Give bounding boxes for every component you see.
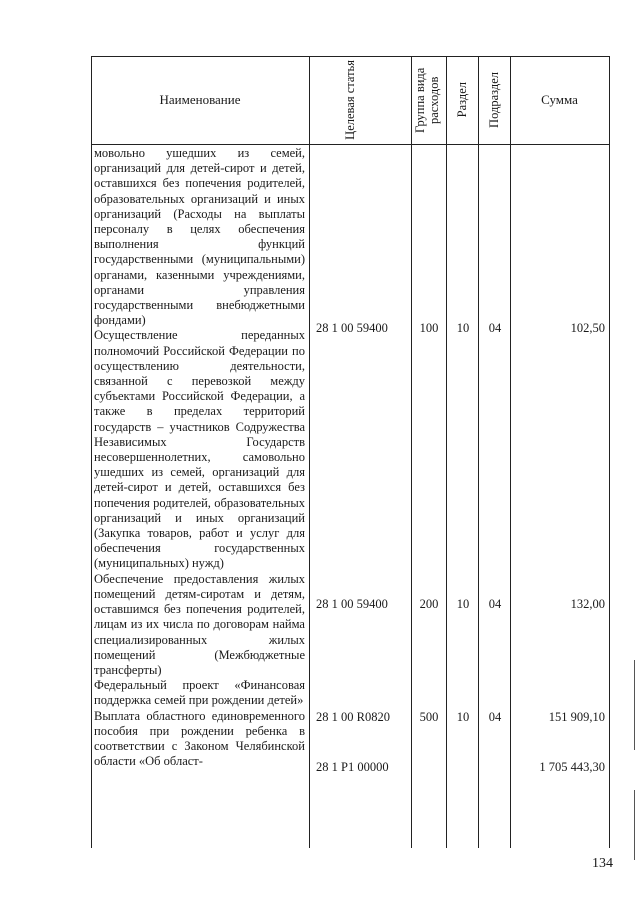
- row-code: 28 1 00 59400: [316, 597, 388, 611]
- scan-edge-mark: [634, 790, 635, 860]
- row-name: Обеспечение предоставления жилых помещений детям-сиротам и детям, оставшимся без попечения родителей, лицам из их числа по договорам найма специализированных жилых помещений (Межбюджетные трансферты): [94, 571, 305, 677]
- grid-line: [91, 144, 610, 145]
- row-section: 10: [456, 710, 470, 724]
- grid-line: [446, 56, 447, 848]
- row-subsection: 04: [488, 321, 502, 335]
- header-sum: [510, 56, 609, 144]
- scan-edge-mark: [634, 660, 635, 750]
- grid-line: [478, 56, 479, 848]
- row-group: 500: [419, 710, 439, 724]
- row-sum: 151 909,10: [548, 710, 605, 724]
- grid-line: [411, 56, 412, 848]
- row-code: 28 1 00 R0820: [316, 710, 390, 724]
- table-row: [91, 596, 610, 612]
- page-number: 134: [592, 856, 613, 871]
- row-sum: 102,50: [570, 321, 605, 335]
- table-row: [91, 320, 610, 336]
- row-subsection: 04: [488, 597, 502, 611]
- row-name: Выплата областного единовременного пособия при рождении ребенка в соответствии с Законом Челябинской области «Об област-: [94, 708, 305, 769]
- row-section: 10: [456, 597, 470, 611]
- header-sum-label: Сумма: [541, 92, 578, 107]
- budget-table: [91, 56, 610, 848]
- header-group-label: Группа вида расходов: [412, 67, 441, 133]
- header-subsection: [478, 56, 510, 144]
- row-group: 100: [419, 321, 439, 335]
- row-code: 28 1 P1 00000: [316, 760, 389, 774]
- row-name: Осуществление переданных полномочий Российской Федерации по осуществлению деятельности, связанной с перевозкой между субъектами Российской Федерации, а также в пределах территорий государств – участников Содружества Независимых Государств несовершеннолетних, самовольно ушедших из семей, организаций для детей-сирот и детей, оставшихся без попечения родителей, образовательных организаций и иных организаций (Закупка товаров, работ и услуг для обеспечения государственных (муниципальных) нужд): [94, 328, 305, 571]
- row-sum: 132,00: [570, 597, 605, 611]
- row-subsection: 04: [488, 710, 502, 724]
- header-group: [411, 56, 446, 144]
- row-group: 200: [419, 597, 439, 611]
- grid-line: [609, 56, 610, 848]
- grid-line: [91, 56, 92, 848]
- header-name: [91, 56, 309, 144]
- row-sum: 1 705 443,30: [539, 760, 605, 774]
- header-subsection-label: Подраздел: [487, 72, 501, 128]
- row-code: 28 1 00 59400: [316, 321, 388, 335]
- table-row: [91, 759, 610, 775]
- header-target: [309, 56, 411, 144]
- grid-line: [309, 56, 310, 848]
- row-name: мовольно ушедших из семей, организаций для детей-сирот и детей, оставшихся без попечения родителей, образовательных организаций и иных организаций (Расходы на выплаты персоналу в целях обеспечения выполнения функций государственными (муниципальными) органами, казенными учреждениями, органами управления государственными внебюджетными фондами): [94, 146, 305, 328]
- grid-line: [510, 56, 511, 848]
- header-section-label: Раздел: [455, 82, 469, 118]
- header-name-label: Наименование: [159, 92, 241, 107]
- header-target-label: Целевая статья: [343, 60, 357, 140]
- row-name: Федеральный проект «Финансовая поддержка семей при рождении детей»: [94, 678, 305, 708]
- name-column: [94, 146, 305, 769]
- row-section: 10: [456, 321, 470, 335]
- table-row: [91, 709, 610, 725]
- header-section: [446, 56, 478, 144]
